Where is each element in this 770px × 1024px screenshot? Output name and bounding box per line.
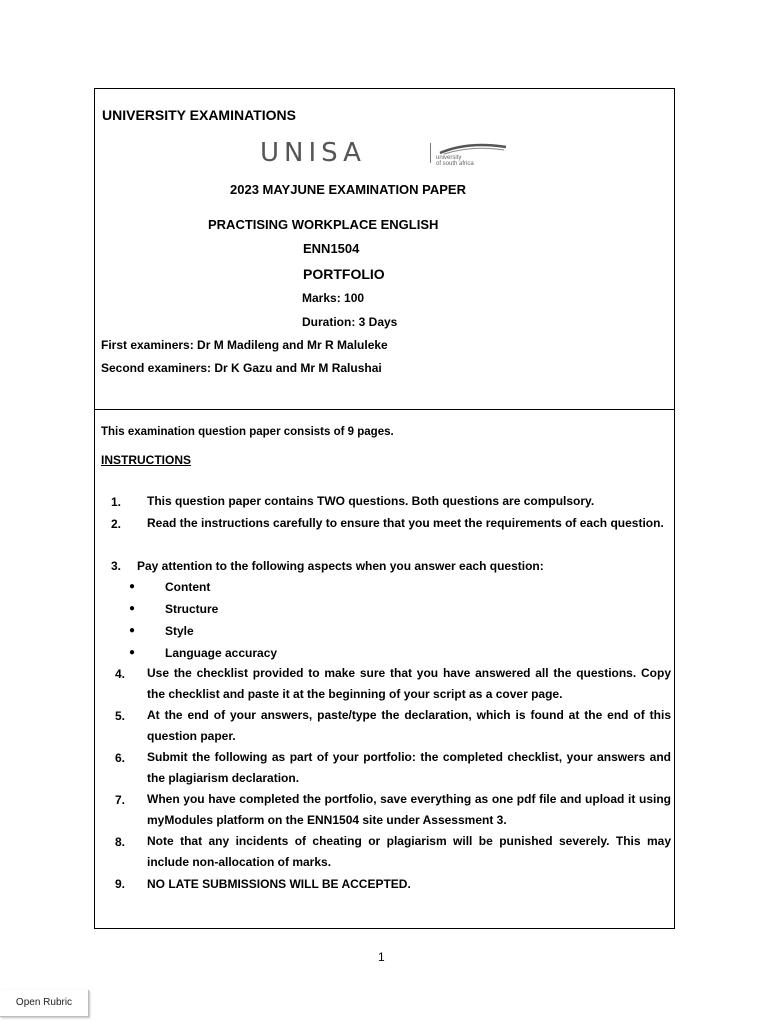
- unisa-logo-text: UNISA: [260, 138, 366, 168]
- logo-subtitle: university of south africa: [436, 155, 474, 167]
- university-examinations-title: UNIVERSITY EXAMINATIONS: [102, 107, 296, 123]
- item-number: 7.: [114, 793, 125, 807]
- bullet-icon: ●: [129, 581, 136, 592]
- aspect-item: Content: [165, 580, 211, 594]
- instruction-item: Note that any incidents of cheating or plagiarism will be punished severely. This may include non-allocation of marks.: [147, 834, 671, 869]
- instruction-item: Pay attention to the following aspects when you answer each question:: [137, 559, 544, 573]
- instruction-item: When you have completed the portfolio, save everything as one pdf file and upload it using myModules platform on the ENN1504 site under Assessment 3.: [147, 792, 671, 827]
- item-number: 6.: [114, 751, 125, 765]
- aspect-item: Structure: [165, 602, 219, 616]
- marks: Marks: 100: [302, 291, 365, 305]
- first-examiners: First examiners: Dr M Madileng and Mr R Maluleke: [101, 338, 388, 352]
- item-number: 1.: [110, 495, 121, 509]
- section-divider: [95, 409, 674, 410]
- exam-paper-title: 2023 MAYJUNE EXAMINATION PAPER: [230, 182, 466, 197]
- unisa-logo: [260, 139, 510, 167]
- instructions-heading: INSTRUCTIONS: [101, 453, 191, 467]
- aspect-item: Language accuracy: [165, 646, 278, 660]
- bullet-icon: ●: [129, 625, 136, 636]
- item-number: 5.: [114, 709, 125, 723]
- bullet-icon: ●: [129, 647, 136, 658]
- page-number: 1: [378, 950, 385, 964]
- instruction-item: This question paper contains TWO questions. Both questions are compulsory.: [147, 494, 595, 508]
- instruction-item: Use the checklist provided to make sure that you have answered all the questions. Copy the checklist and paste it at the beginning of your script as a cover page.: [147, 666, 671, 701]
- instruction-item: NO LATE SUBMISSIONS WILL BE ACCEPTED.: [147, 877, 411, 891]
- course-code: ENN1504: [303, 241, 360, 256]
- instruction-item: Submit the following as part of your portfolio: the completed checklist, your answers and the plagiarism declaration.: [147, 750, 671, 785]
- logo-swoosh-icon: [438, 141, 508, 155]
- exam-cover-box: [94, 88, 675, 929]
- item-number: 3.: [110, 559, 121, 573]
- item-number: 8.: [114, 835, 125, 849]
- bullet-icon: ●: [129, 603, 136, 614]
- item-number: 4.: [114, 667, 125, 681]
- item-number: 9.: [114, 877, 125, 891]
- duration: Duration: 3 Days: [302, 315, 398, 329]
- second-examiners: Second examiners: Dr K Gazu and Mr M Ralushai: [101, 361, 382, 375]
- pages-note: This examination question paper consists of 9 pages.: [101, 426, 394, 438]
- logo-separator: [430, 143, 431, 163]
- instruction-item: Read the instructions carefully to ensure that you meet the requirements of each question.: [147, 516, 664, 530]
- course-name: PRACTISING WORKPLACE ENGLISH: [208, 217, 439, 232]
- item-number: 2.: [110, 517, 121, 531]
- assessment-type: PORTFOLIO: [303, 266, 385, 282]
- open-rubric-button[interactable]: Open Rubric: [0, 990, 89, 1017]
- aspect-item: Style: [165, 624, 194, 638]
- instruction-item: At the end of your answers, paste/type the declaration, which is found at the end of this question paper.: [147, 708, 671, 743]
